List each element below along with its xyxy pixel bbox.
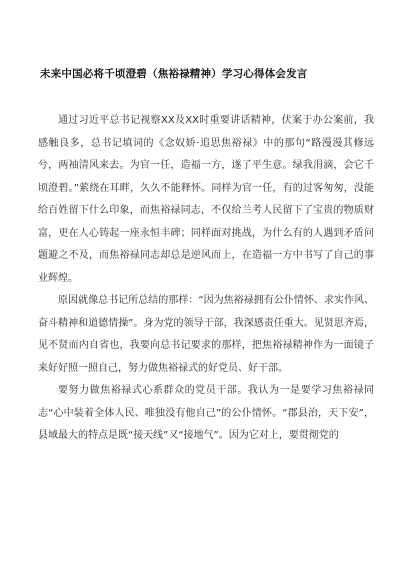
document-body — [38, 110, 374, 448]
paragraph: 要努力做焦裕禄式心系群众的党员干部。我认为一是要学习焦裕禄同志“心中装着全体人民、唯独没有他自己”的公仆情怀。“郡县治，天下安”，县域最大的特点是既“接天线”又“接地气”。因为它对上，要贯彻党的 — [38, 385, 374, 441]
paragraph: 原因就像总书记所总结的那样：“因为焦裕禄拥有公仆情怀、求实作风、奋斗精神和道德情操”。身为党的领导干部，我深感责任重大。见贤思齐焉，见不贤而内自省也，我要向总书记要求的那样，把焦裕禄精神作为一面镜子来好好照一照自己，努力做焦裕禄式的好党员、好干部。 — [38, 295, 374, 374]
paragraph: 通过习近平总书记视察XX及XX时重要讲话精神，伏案于办公案前，我感触良多，总书记填词的《念奴娇·追思焦裕禄》中的那句“路漫漫其修远兮，两袖清风来去。为官一任，造福一方，遂了平生意。绿我涓滴，会它千顷澄碧。”萦绕在耳畔，久久不能释怀。同样为官一任，有的过客匆匆，没能给百姓留下什么印象，而焦裕禄同志，不仅给兰考人民留下了宝贵的物质财富，更在人心铸起一座永恒丰碑；同样面对挑战，为什么有的人遇到矛盾问题避之不及，而焦裕禄同志却总是逆风而上，在造福一方中书写了自己的事业辉煌。 — [38, 115, 374, 284]
document-title: 未来中国必将千顷澄碧（焦裕禄精神）学习心得体会发言 — [40, 68, 308, 80]
